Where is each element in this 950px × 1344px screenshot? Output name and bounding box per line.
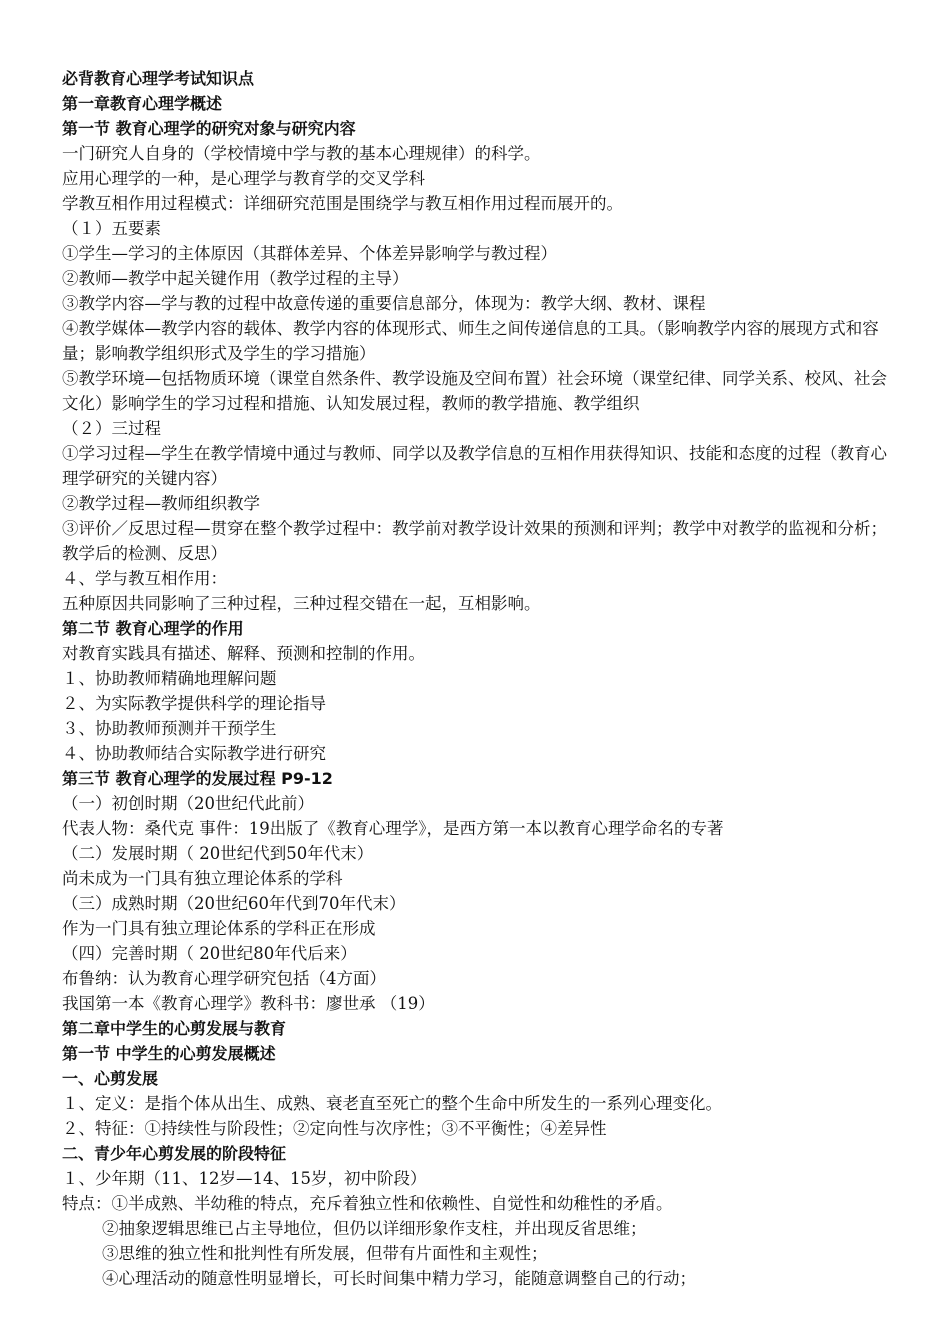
text-line: 尚未成为一门具有独立理论体系的学科 bbox=[62, 869, 343, 888]
text-line: 特点：①半成熟、半幼稚的特点，充斥着独立性和依赖性、自觉性和幼稚性的矛盾。 bbox=[62, 1194, 673, 1213]
text-line: ③教学内容—学与教的过程中故意传递的重要信息部分，体现为：教学大纲、教材、课程 bbox=[62, 294, 706, 313]
text-line: ４、协助教师结合实际教学进行研究 bbox=[62, 744, 326, 763]
section-2-title: 第二节 教育心理学的作用 bbox=[62, 619, 244, 638]
text-line: ２、特征：①持续性与阶段性；②定向性与次序性；③不平衡性；④差异性 bbox=[62, 1119, 607, 1138]
text-line: （１）五要素 bbox=[62, 219, 161, 238]
text-paragraph: ⑤教学环境—包括物质环境（课堂自然条件、教学设施及空间布置）社会环境（课堂纪律、同学关系、校风、社会文化）影响学生的学习过程和措施、认知发展过程，教师的教学措施、教学组织 bbox=[62, 369, 887, 413]
text-line: 应用心理学的一种，是心理学与教育学的交叉学科 bbox=[62, 169, 425, 188]
text-paragraph: ④教学媒体—教学内容的载体、教学内容的体现形式、师生之间传递信息的工具。（影响教学内容的展现方式和容量；影响教学组织形式及学生的学习措施） bbox=[62, 319, 879, 363]
section-4-title: 第一节 中学生的心剪发展概述 bbox=[62, 1044, 276, 1063]
text-line: ③思维的独立性和批判性有所发展，但带有片面性和主观性； bbox=[102, 1244, 548, 1263]
heading-1: 一、心剪发展 bbox=[62, 1069, 159, 1088]
section-1-title: 第一节 教育心理学的研究对象与研究内容 bbox=[62, 119, 356, 138]
text-line: （２）三过程 bbox=[62, 419, 161, 438]
text-line: 我国第一本《教育心理学》教科书：廖世承 （19） bbox=[62, 994, 435, 1013]
document-title: 必背教育心理学考试知识点 bbox=[62, 69, 255, 88]
document-page bbox=[62, 66, 892, 1291]
chapter-1-title: 第一章教育心理学概述 bbox=[62, 94, 223, 113]
text-line: 五种原因共同影响了三种过程，三种过程交错在一起，互相影响。 bbox=[62, 594, 541, 613]
chapter-2-title: 第二章中学生的心剪发展与教育 bbox=[62, 1019, 287, 1038]
text-line: ②教师—教学中起关键作用（教学过程的主导） bbox=[62, 269, 409, 288]
text-line: 学教互相作用过程模式：详细研究范围是围绕学与教互相作用过程而展开的。 bbox=[62, 194, 623, 213]
text-line: 对教育实践具有描述、解释、预测和控制的作用。 bbox=[62, 644, 425, 663]
text-line: ２、为实际教学提供科学的理论指导 bbox=[62, 694, 326, 713]
text-line: ②抽象逻辑思维已占主导地位，但仍以详细形象作支柱，并出现反省思维； bbox=[102, 1219, 647, 1238]
text-line: 一门研究人自身的（学校情境中学与教的基本心理规律）的科学。 bbox=[62, 144, 541, 163]
text-line: ①学生—学习的主体原因（其群体差异、个体差异影响学与教过程） bbox=[62, 244, 557, 263]
text-line: ④心理活动的随意性明显增长，可长时间集中精力学习，能随意调整自己的行动； bbox=[102, 1269, 696, 1288]
text-paragraph: ③评价／反思过程—贯穿在整个教学过程中：教学前对教学设计效果的预测和评判；教学中对教学的监视和分析；教学后的检测、反思） bbox=[62, 519, 887, 563]
text-line: 代表人物：桑代克 事件：19出版了《教育心理学》，是西方第一本以教育心理学命名的专著 bbox=[62, 819, 724, 838]
text-line: （三）成熟时期（20世纪60年代到70年代末） bbox=[62, 894, 406, 913]
text-line: ３、协助教师预测并干预学生 bbox=[62, 719, 277, 738]
text-line: １、定义：是指个体从出生、成熟、衰老直至死亡的整个生命中所发生的一系列心理变化。 bbox=[62, 1094, 722, 1113]
section-3-title: 第三节 教育心理学的发展过程 P9-12 bbox=[62, 769, 333, 788]
text-line: 作为一门具有独立理论体系的学科正在形成 bbox=[62, 919, 376, 938]
heading-2: 二、青少年心剪发展的阶段特征 bbox=[62, 1144, 287, 1163]
text-line: （四）完善时期（ 20世纪80年代后来） bbox=[62, 944, 357, 963]
text-line: （二）发展时期（ 20世纪代到50年代末） bbox=[62, 844, 374, 863]
text-paragraph: ①学习过程—学生在教学情境中通过与教师、同学以及教学信息的互相作用获得知识、技能和态度的过程（教育心理学研究的关键内容） bbox=[62, 444, 887, 488]
text-line: ②教学过程—教师组织教学 bbox=[62, 494, 260, 513]
text-line: １、少年期（11、12岁—14、15岁，初中阶段） bbox=[62, 1169, 427, 1188]
text-line: ４、学与教互相作用： bbox=[62, 569, 227, 588]
text-line: 布鲁纳：认为教育心理学研究包括（4方面） bbox=[62, 969, 386, 988]
text-line: １、协助教师精确地理解问题 bbox=[62, 669, 277, 688]
text-line: （一）初创时期（20世纪代此前） bbox=[62, 794, 314, 813]
